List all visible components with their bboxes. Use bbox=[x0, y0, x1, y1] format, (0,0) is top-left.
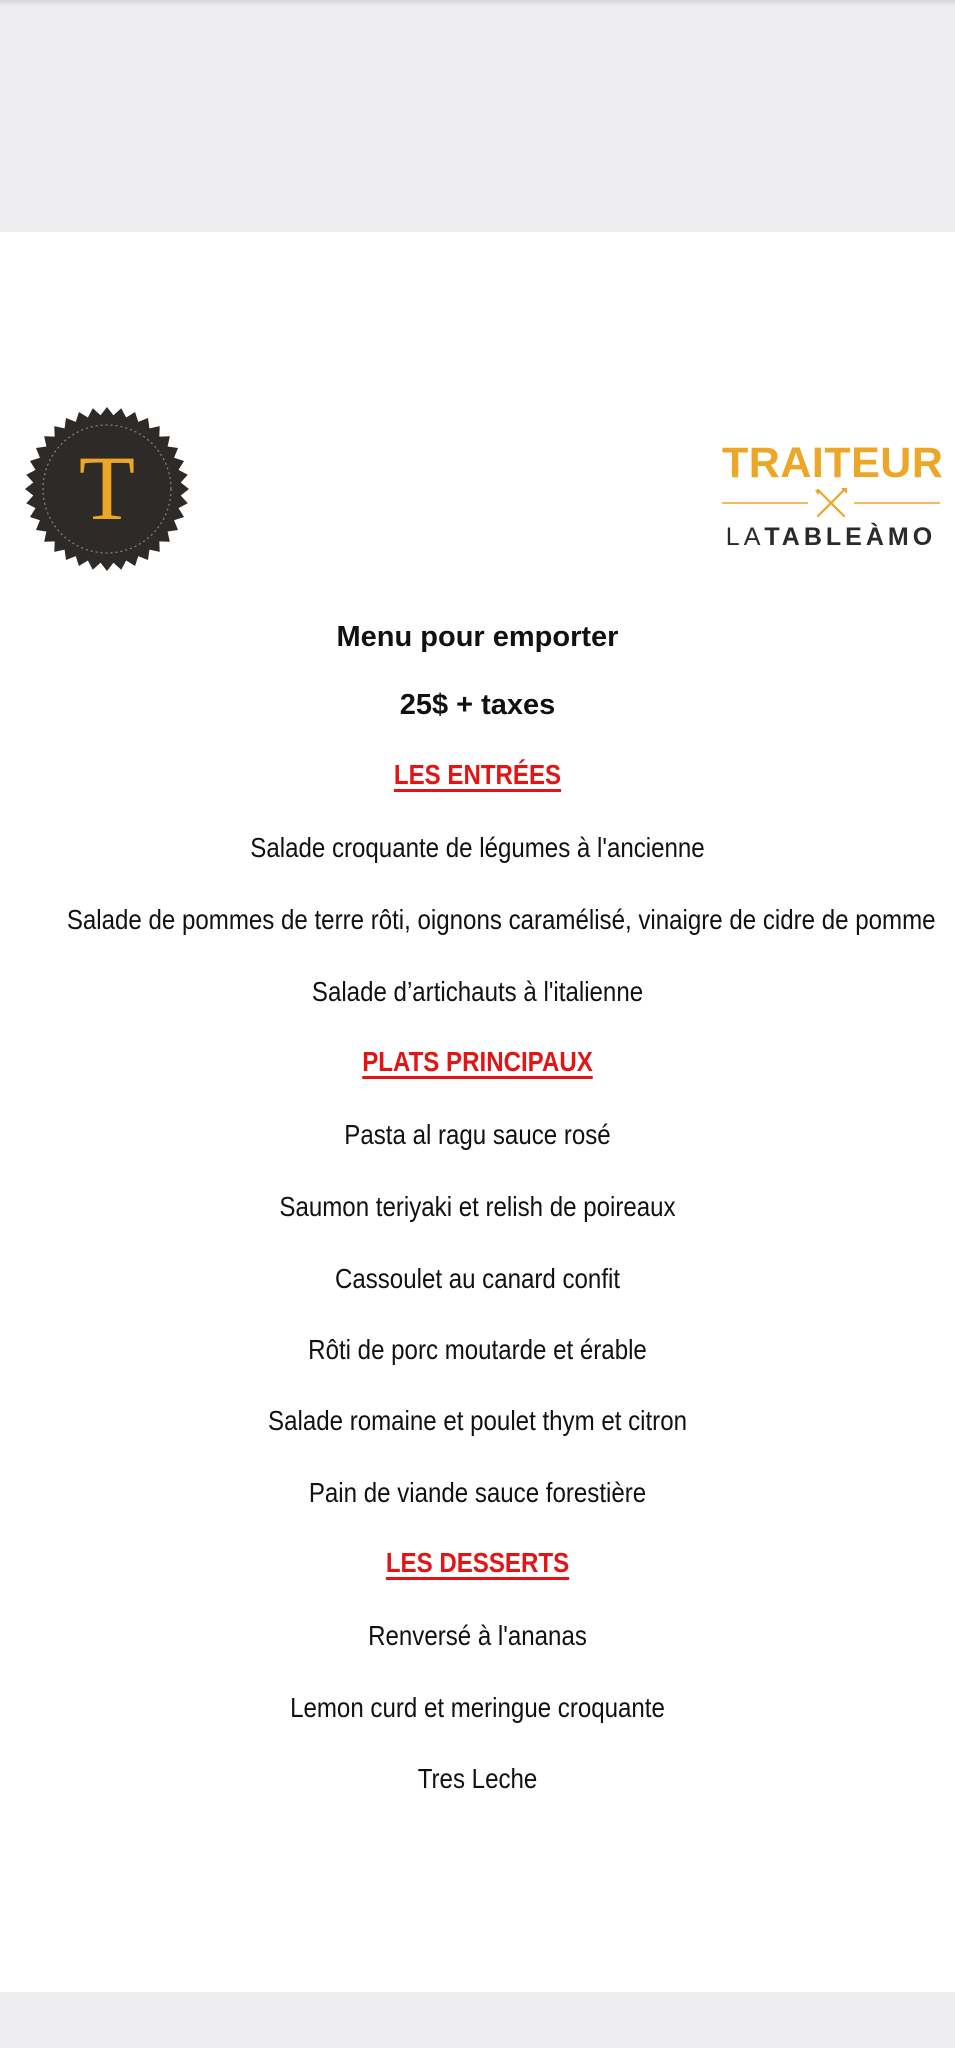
menu-item: Tres Leche bbox=[417, 1763, 538, 1794]
section-heading-desserts: LES DESSERTS bbox=[385, 1547, 570, 1578]
brand-name: TRAITEUR bbox=[722, 439, 944, 487]
menu-item: Renversé à l'ananas bbox=[368, 1620, 587, 1651]
section-heading-plats: PLATS PRINCIPAUX bbox=[362, 1046, 593, 1077]
menu-title: Menu pour emporter bbox=[336, 621, 619, 653]
menu-item: Salade croquante de légumes à l'ancienne bbox=[250, 832, 705, 863]
bottom-strip bbox=[0, 1992, 955, 2048]
menu-item: Saumon teriyaki et relish de poireaux bbox=[279, 1191, 676, 1222]
brand-subtitle: LATABLEÀMO bbox=[725, 523, 937, 551]
section-heading-entrees: LES ENTRÉES bbox=[393, 759, 562, 790]
menu-item: Pain de viande sauce forestière bbox=[308, 1477, 647, 1508]
menu-item: Salade de pommes de terre rôti, oignons caramélisé, vinaigre de cidre de pomme bbox=[66, 904, 936, 935]
top-shadow bbox=[0, 0, 955, 6]
menu-item: Salade d’artichauts à l'italienne bbox=[311, 976, 644, 1007]
brand-logo bbox=[722, 438, 944, 556]
menu-item: Lemon curd et meringue croquante bbox=[290, 1692, 665, 1723]
utensils-icon bbox=[722, 486, 940, 520]
menu-item: Pasta al ragu sauce rosé bbox=[344, 1119, 611, 1150]
seal-logo-icon bbox=[24, 406, 190, 572]
menu-item: Cassoulet au canard confit bbox=[334, 1263, 621, 1294]
menu-price: 25$ + taxes bbox=[399, 689, 556, 721]
menu-item: Rôti de porc moutarde et érable bbox=[308, 1334, 647, 1365]
seal-letter: T bbox=[78, 437, 136, 539]
menu-item: Salade romaine et poulet thym et citron bbox=[268, 1405, 687, 1436]
